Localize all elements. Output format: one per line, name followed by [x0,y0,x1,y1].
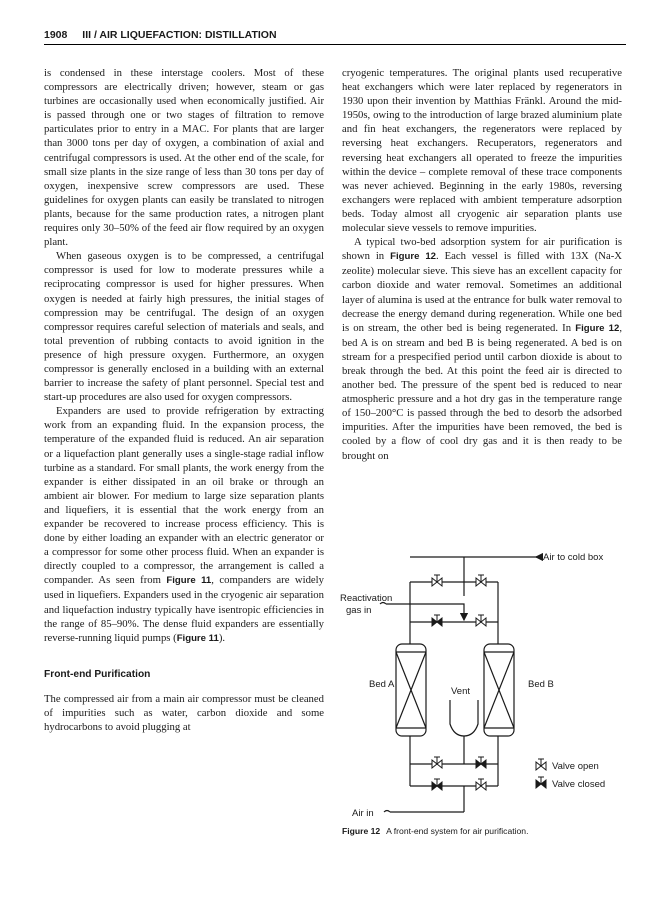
paragraph-text: . Each vessel is filled with 13X (Na-X zeolite) molecular sieve. This sieve has an excellent capacity for carbon dioxide and water removal. Sometimes an additional layer of alumina is used at the entrance for bulk water removal to decrease the energy demand during regeneration. While one bed is on stream, the other bed is being regenerated. In [342,250,623,334]
figure-reference: Figure 12 [390,251,436,263]
label-vent: Vent [451,686,471,697]
valve-open-icon [476,615,486,626]
figure-caption [342,826,632,836]
label-air-to-cold-box: Air to cold box [543,552,604,563]
label-air-in: Air in [352,808,374,819]
figure-reference: Figure 11 [166,575,212,587]
legend-valve-open: Valve open [552,761,599,772]
valve-closed-icon [432,615,442,626]
valve-closed-icon [476,757,486,768]
label-reactivation: Reactivation [340,593,393,604]
paragraph: cryogenic temperatures. The original plants used recuperative heat exchangers which were later replaced by regenerators in 1930 upon their invention by Matthias Fränkl. Around the mid-1950s, owing to the introduction of large brazed aluminium plate and fin heat exchangers, the regenerators were replaced by reversing heat exchangers. Recuperators, regenerators and reversing heat exchangers all operated to freeze the impurities within the device – complete removal of these trace components was never achieved. Beginning in the early 1980s, reversing exchangers were replaced with ambient temperature adsorption beds. Today almost all cryogenic air separation plants use molecular sieve vessels to remove impurities. [342,67,622,235]
paragraph: The compressed air from a main air compressor must be cleaned of impurities such as water, carbon dioxide and some hydrocarbons to avoid plugging at [44,692,324,734]
page-number: 1908 [44,29,68,41]
section-heading: Front-end Purification [44,668,151,680]
running-title: III / AIR LIQUEFACTION: DISTILLATION [82,29,277,41]
paragraph-text: , bed A is on stream and bed B is being regenerated. A bed is on stream for a prespecified period until carbon dioxide is about to break through the bed. At this point the feed air is directed to another bed. The pressure of the spent bed is reduced to near atmospheric pressure and a hot dry gas in the temperature range of 150–200°C is passed through the bed to desorb the adsorbed impurities. After the impurities have been removed, the bed is cooled by a flow of cool dry gas and it is then ready to be brought on [342,321,623,462]
adsorption-system-diagram [338,540,628,820]
valve-closed-icon [432,779,442,790]
figure-caption-text: A front-end system for air purification. [386,826,529,836]
right-column [342,66,622,463]
figure-reference: Figure 12 [575,322,620,334]
valve-open-icon [432,757,442,768]
paragraph-text: , companders are widely used in liquefiers. Expanders used in the cryogenic air separation and liquefaction industry typically have isentropic efficiencies in the range of 85–90%. The dense fluid expanders are essentially reverse-running liquid pumps ( [44,574,324,644]
label-gas-in: gas in [346,605,372,616]
paragraph-text: Expanders are used to provide refrigeration by extracting work from an expanding fluid. In the expansion process, the temperature of the expanded fluid is reduced. An air separation or a liquefaction plant generally uses a single-stage radial inflow turbine as a standard. For small plants, the work energy from the expander is either dissipated in an oil brake or through an ambient air blower. For medium to large size separation plants and liquefiers, it is essential that the work energy from an expander be recovered to increase process efficiency. This is done by either loading an expander with an electric generator or a compressor for some other process fluid. When an expander is directly coupled to a compressor, the arrangement is called a compander. As seen from [44,405,324,587]
label-bed-a: Bed A [369,679,395,690]
label-bed-b: Bed B [528,679,554,690]
left-column [44,66,324,734]
running-header [44,26,626,45]
figure-reference: Figure 11 [176,632,219,644]
legend-valve-open-icon [536,759,546,770]
valve-open-icon [476,575,486,586]
paragraph: When gaseous oxygen is to be compressed, a centrifugal compressor is used for low to moderate pressures while a reciprocating compressor is used for higher pressures. When oxygen is needed at fairly high pressures, the initial stages of compression may be centrifugal. The design of an oxygen compressor requires careful selection of materials and seals, and total prevention of rubbing contacts to avoid ignition in the presence of high pressure oxygen. Furthermore, an oxygen compressor is generally enclosed in a building with an external barrier to increase the safety of plant personnel. Special test and start-up procedures are also used for oxygen compressors. [44,250,324,404]
paragraph: is condensed in these interstage coolers. Most of these compressors are electrically driven; however, steam or gas turbines are occasionally used when economically justified. Air is passed through one or two stages of filtration to remove particulates prior to entry in a MAC. For plants that are larger than 3000 tons per day of oxygen, a combination of axial and centrifugal compressors is used. At the other end of the scale, for small size plants in the size range of less than 30 tons per day of oxygen, inexpensive screw compressors are used. These guidelines for oxygen plants can easily be translated to nitrogen plants, because for the same production rates, a nitrogen plant requires only 30–50% of the feed air flow required by an oxygen plant. [44,67,324,249]
valve-open-icon [476,779,486,790]
paragraph [44,404,324,646]
paragraph-text: A typical two-bed adsorption system for air purification is shown in [342,236,622,263]
paragraph-text: ). [218,631,226,644]
paragraph [342,235,622,463]
reactivation-inlet-line [386,604,464,620]
figure-caption-label: Figure 12 [342,826,381,836]
legend-valve-closed-icon [536,777,546,788]
legend-valve-closed: Valve closed [552,779,606,790]
valve-open-icon [432,575,442,586]
vent-silencer [450,700,478,736]
